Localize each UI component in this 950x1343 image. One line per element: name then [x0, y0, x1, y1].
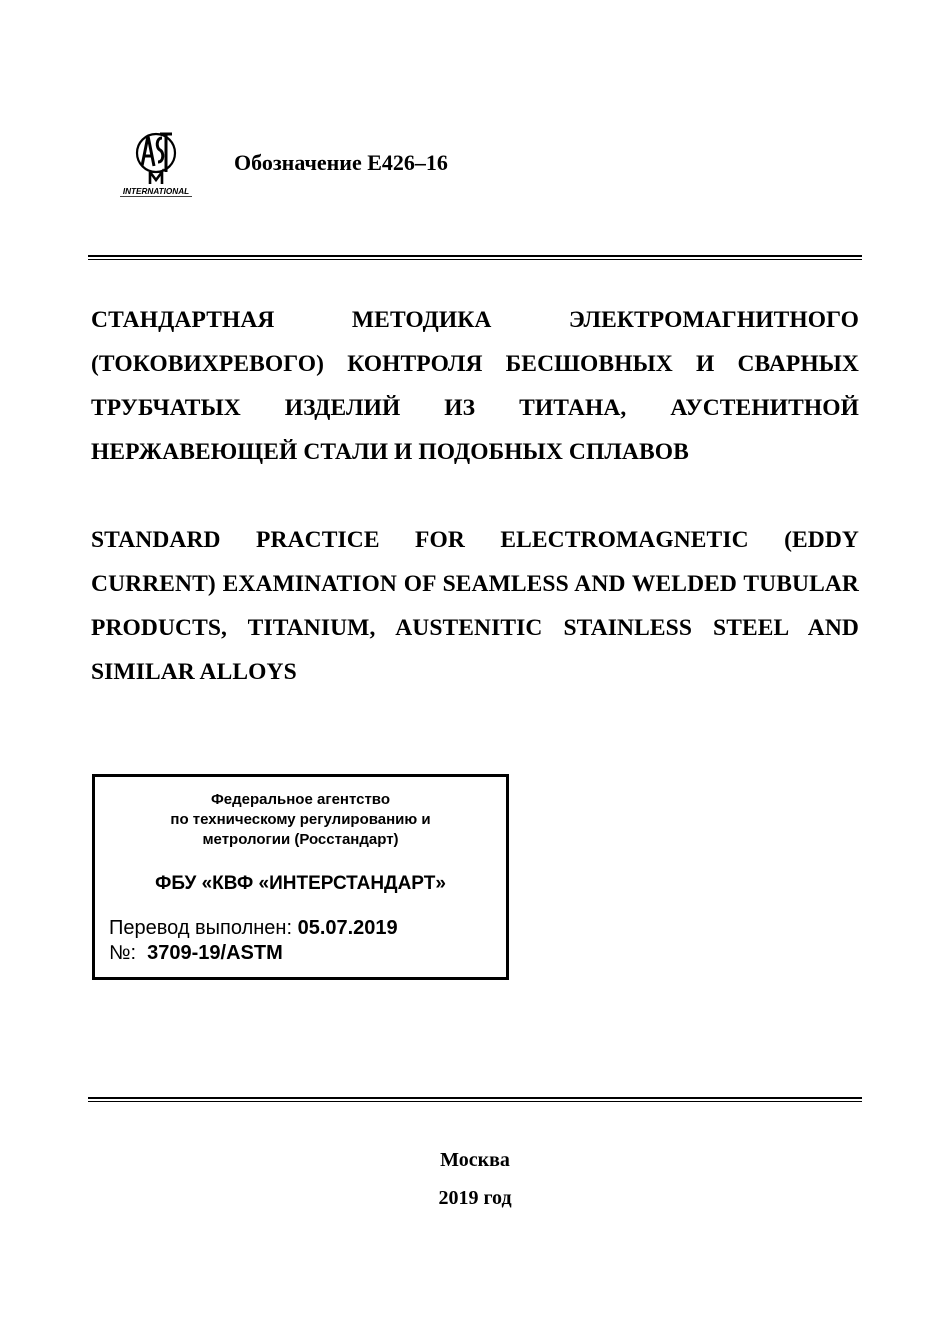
translation-number: 3709-19: [147, 942, 221, 964]
title-english: STANDARD PRACTICE FOR ELECTROMAGNETIC (EDDY CURRENT) EXAMINATION OF SEAMLESS AND WELDED TUBULAR PRODUCTS, TITANIUM, AUSTENITIC STAINLESS STEEL AND SIMILAR ALLOYS: [91, 527, 859, 685]
translation-number-label: №:: [109, 942, 137, 964]
standard-designation: Обозначение E426–16: [234, 150, 448, 175]
agency-line: метрологии (Росстандарт): [202, 831, 399, 848]
organization-name: ФБУ «КВФ «ИНТЕРСТАНДАРТ»: [155, 873, 446, 894]
translation-stamp: [92, 774, 509, 980]
publication-year: 2019 год: [438, 1187, 512, 1209]
translation-date: 05.07.2019: [297, 917, 398, 939]
agency-line: Федеральное агентство: [210, 791, 390, 808]
svg-text:INTERNATIONAL: INTERNATIONAL: [122, 187, 190, 196]
title-russian: СТАНДАРТНАЯ МЕТОДИКА ЭЛЕКТРОМАГНИТНОГО (ТОКОВИХРЕВОГО) КОНТРОЛЯ БЕСШОВНЫХ И СВАРНЫХ ТРУБЧАТЫХ ИЗДЕЛИЙ ИЗ ТИТАНА, АУСТЕНИТНОЙ НЕРЖАВЕЮЩЕЙ СТАЛИ И ПОДОБНЫХ СПЛАВОВ: [91, 307, 859, 465]
translation-number-line: [109, 942, 283, 965]
agency-name: [95, 790, 506, 850]
top-divider: [88, 255, 862, 260]
translation-date-line: [109, 917, 398, 940]
publication-city: Москва: [440, 1149, 510, 1171]
agency-line: по техническому регулированию и: [170, 811, 431, 828]
bottom-divider: [88, 1097, 862, 1102]
astm-international-logo: [114, 126, 198, 198]
translation-number-suffix: /ASTM: [220, 942, 283, 964]
translation-date-label: Перевод выполнен:: [109, 917, 293, 939]
